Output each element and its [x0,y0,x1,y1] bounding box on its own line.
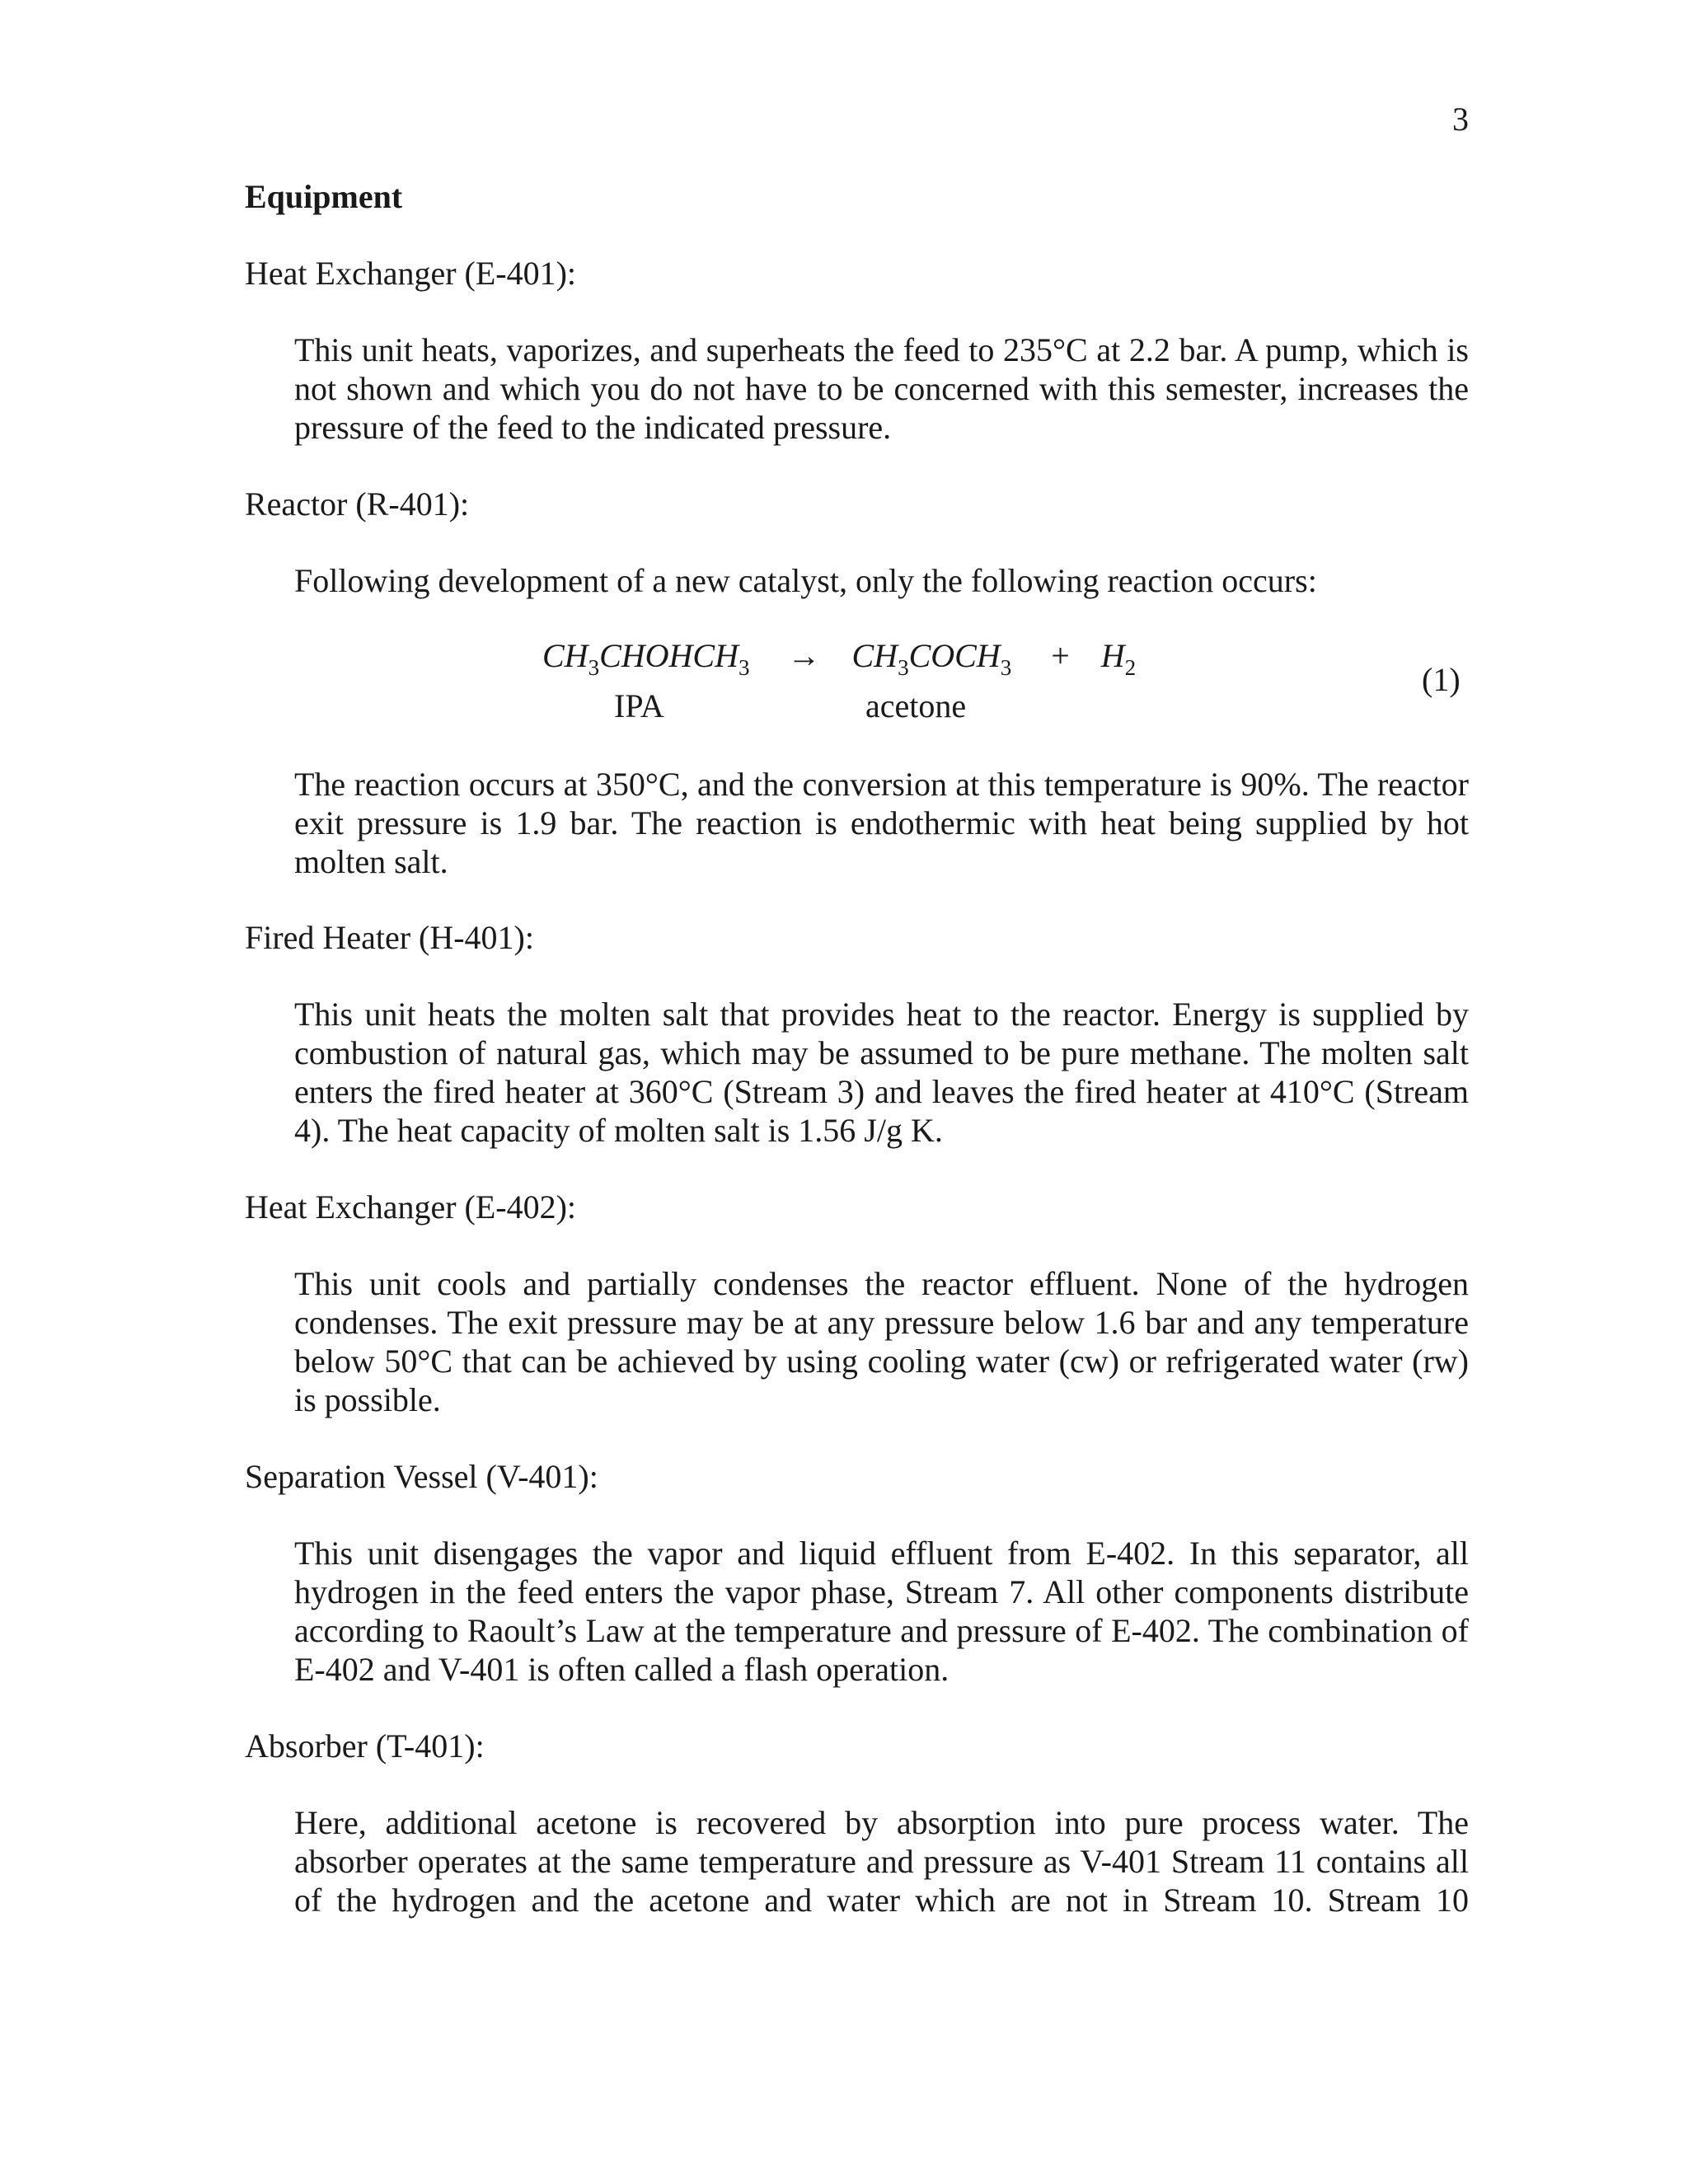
section-label-h401: Fired Heater (H-401): [245,919,534,956]
reaction-arrow: → [787,637,821,674]
paragraph-v401: This unit disengages the vapor and liquid effluent from E-402. In this separator, all hydrogen in the feed enters the vapor phase, Stream 7. All other components distribute according to Raoult’s Law at the temperature and pressure of E-402. The combination of E-402 and V-401 is often called a flash operation. [294,1535,1469,1688]
paragraph-t401: Here, additional acetone is recovered by absorption into pure process water. The absorber operates at the same temperature and pressure as V-401 Stream 11 contains all of the hydrogen and the acetone and water which are not in Stream 10. Stream 10 [294,1804,1469,1919]
paragraph-h401: This unit heats the molten salt that provides heat to the reactor. Energy is supplied by combustion of natural gas, which may be assumed to be pure methane. The molten salt enters the fired heater at 360°C (Stream 3) and leaves the fired heater at 410°C (Stream 4). The heat capacity of molten salt is 1.56 J/g K. [294,996,1469,1149]
section-label-e401: Heat Exchanger (E-401): [245,255,577,292]
reactant-formula: $CH_3CHOHCH_3$ [542,637,750,680]
section-label-e402: Heat Exchanger (E-402): [245,1188,577,1226]
equation-number: (1) [1422,661,1461,698]
section-heading: Equipment [245,178,403,215]
plus-sign: + [1051,637,1070,674]
page-number: 3 [1452,101,1469,138]
section-label-v401: Separation Vessel (V-401): [245,1458,598,1495]
paragraph-r401-intro: Following development of a new catalyst, only the following reaction occurs: [294,562,1317,599]
equation-formula [542,636,1137,680]
product-acetone-formula: $CH_3COCH_3$ [851,637,1012,680]
paragraph-e402: This unit cools and partially condenses the reactor effluent. None of the hydrogen condenses. The exit pressure may be at any pressure below 1.6 bar and any temperature below 50°C that can be achieved by using cooling water (cw) or refrigerated water (rw) is possible. [294,1265,1469,1418]
product-hydrogen-formula: $H_2$ [1100,637,1137,680]
product-label: acetone [865,687,967,724]
section-label-t401: Absorber (T-401): [245,1727,485,1765]
paragraph-e401: This unit heats, vaporizes, and superheats the feed to 235°C at 2.2 bar. A pump, which is not shown and which you do not have to be concerned with this semester, increases the pressure of the feed to the indicated pressure. [294,331,1469,446]
paragraph-r401-conditions: The reaction occurs at 350°C, and the conversion at this temperature is 90%. The reactor exit pressure is 1.9 bar. The reaction is endothermic with heat being supplied by hot molten salt. [294,766,1469,880]
reactant-label: IPA [614,687,664,724]
reaction-equation [0,636,1688,727]
section-label-r401: Reactor (R-401): [245,485,470,523]
